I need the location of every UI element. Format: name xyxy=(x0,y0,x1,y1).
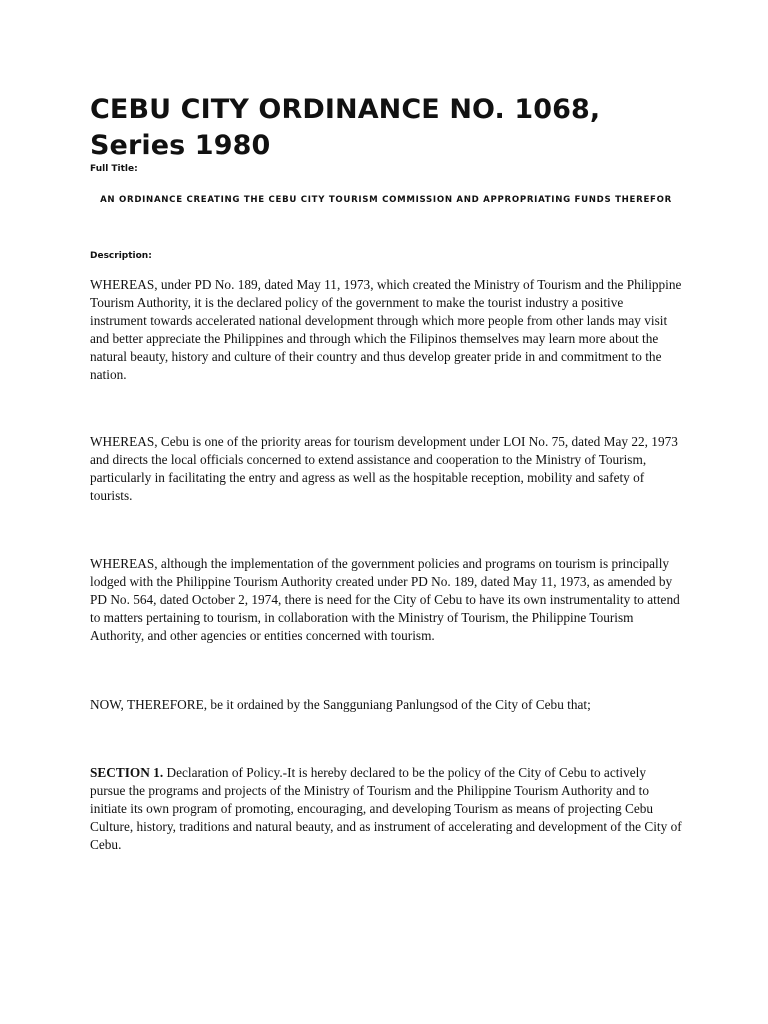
whereas-paragraph-1: WHEREAS, under PD No. 189, dated May 11, 1973, which created the Ministry of Tourism and the Philippine Tourism Authority, it is the declared policy of the government to make the tourist industry a positive instrument towards accelerated national development through which more people from other lands may visit and better appreciate the Philippines and through which the Filipinos themselves may learn more about the natural beauty, history and culture of their country and thus develop greater pride in and commitment to the nation. xyxy=(90,277,682,382)
description-label: Description: xyxy=(90,251,152,261)
section-1-heading: SECTION 1. xyxy=(90,765,164,780)
full-title-text: AN ORDINANCE CREATING THE CEBU CITY TOURISM COMMISSION AND APPROPRIATING FUNDS THEREFOR xyxy=(100,195,672,205)
document-title: CEBU CITY ORDINANCE NO. 1068, Series 1980 xyxy=(90,94,601,161)
whereas-paragraph-2: WHEREAS, Cebu is one of the priority areas for tourism development under LOI No. 75, dated May 22, 1973 and directs the local officials concerned to extend assistance and cooperation to the Ministry of Tourism, particularly in facilitating the entry and agress as well as the hospitable reception, mobility and safety of tourists. xyxy=(90,434,678,503)
section-1-text: Declaration of Policy.-It is hereby declared to be the policy of the City of Cebu to actively pursue the programs and projects of the Ministry of Tourism and the Philippine Tourism Authority and to initiate its own program of promoting, encouraging, and developing Tourism as means of projecting Cebu Culture, history, traditions and natural beauty, and as instrument of accelerating and development of the City of Cebu. xyxy=(90,765,682,852)
ordaining-clause: NOW, THEREFORE, be it ordained by the Sangguniang Panlungsod of the City of Cebu that; xyxy=(90,697,591,712)
section-1-paragraph xyxy=(90,764,682,854)
document-page xyxy=(90,92,682,854)
whereas-paragraph-3: WHEREAS, although the implementation of the government policies and programs on tourism is principally lodged with the Philippine Tourism Authority created under PD No. 189, dated May 11, 1973, as amended by PD No. 564, dated October 2, 1974, there is need for the City of Cebu to have its own instrumentality to attend to matters pertaining to tourism, in collaboration with the Ministry of Tourism, the Philippine Tourism Authority, and other agencies or entities concerned with tourism. xyxy=(90,556,680,643)
full-title-label: Full Title: xyxy=(90,164,138,174)
